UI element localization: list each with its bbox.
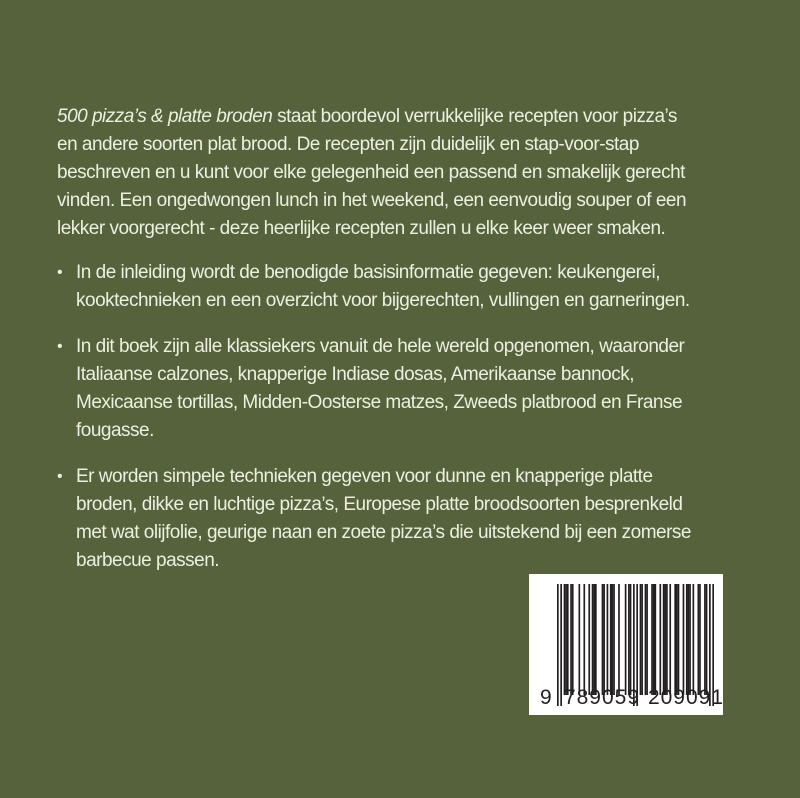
- bullet-line: kooktechnieken en een overzicht voor bijgerechten, vullingen en garneringen.: [76, 290, 690, 311]
- barcode-digit-group-1: 789059: [563, 686, 641, 709]
- bullet-text: [76, 333, 770, 445]
- bullet-line: In dit boek zijn alle klassiekers vanuit de hele wereld opgenomen, waaronder: [76, 336, 685, 357]
- bullet-text: [76, 259, 770, 315]
- bullet-line: Mexicaanse tortillas, Midden-Oosterse matzes, Zweeds platbrood en Franse: [76, 392, 683, 413]
- intro-line-4: vinden. Een ongedwongen lunch in het weekend, een eenvoudig souper of een: [57, 190, 687, 211]
- intro-line-1-rest: staat boordevol verrukkelijke recepten voor pizza’s: [272, 106, 677, 127]
- bullet-line: Er worden simpele technieken gegeven voor dunne en knapperige platte: [76, 466, 653, 487]
- barcode-lead-digit: 9: [540, 686, 553, 709]
- bullet-icon: •: [57, 338, 63, 355]
- bullet-item-world-classics: [57, 333, 770, 445]
- bullet-line: In de inleiding wordt de benodigde basisinformatie gegeven: keukengerei,: [76, 262, 661, 283]
- bullet-line: Italiaanse calzones, knapperige Indiase dosas, Amerikaanse bannock,: [76, 364, 634, 385]
- book-title-italic: 500 pizza’s & platte broden: [57, 106, 273, 127]
- isbn-barcode: [529, 574, 723, 715]
- bullet-line: fougasse.: [76, 420, 154, 441]
- intro-line-2: en andere soorten plat brood. De recepten zijn duidelijk en stap-voor-stap: [57, 134, 639, 155]
- bullet-icon: •: [57, 264, 63, 281]
- bullet-item-introduction-info: [57, 259, 770, 315]
- intro-line-3: beschreven en u kunt voor elke gelegenheid een passend en smakelijk gerecht: [57, 162, 685, 183]
- barcode-digit-group-2: 209091: [647, 686, 725, 709]
- back-cover-text: [57, 103, 770, 593]
- bullet-text: [76, 463, 770, 575]
- intro-paragraph: [57, 103, 770, 243]
- bullet-item-simple-techniques: [57, 463, 770, 575]
- intro-line-5: lekker voorgerecht - deze heerlijke recepten zullen u elke keer weer smaken.: [57, 218, 666, 239]
- bullet-line: met wat olijfolie, geurige naan en zoete pizza’s die uitstekend bij een zomerse: [76, 522, 691, 543]
- bullet-line: broden, dikke en luchtige pizza’s, Europese platte broodsoorten besprenkeld: [76, 494, 683, 515]
- bullet-line: barbecue passen.: [76, 550, 220, 571]
- bullet-icon: •: [57, 468, 63, 485]
- intro-line-1: [57, 103, 770, 131]
